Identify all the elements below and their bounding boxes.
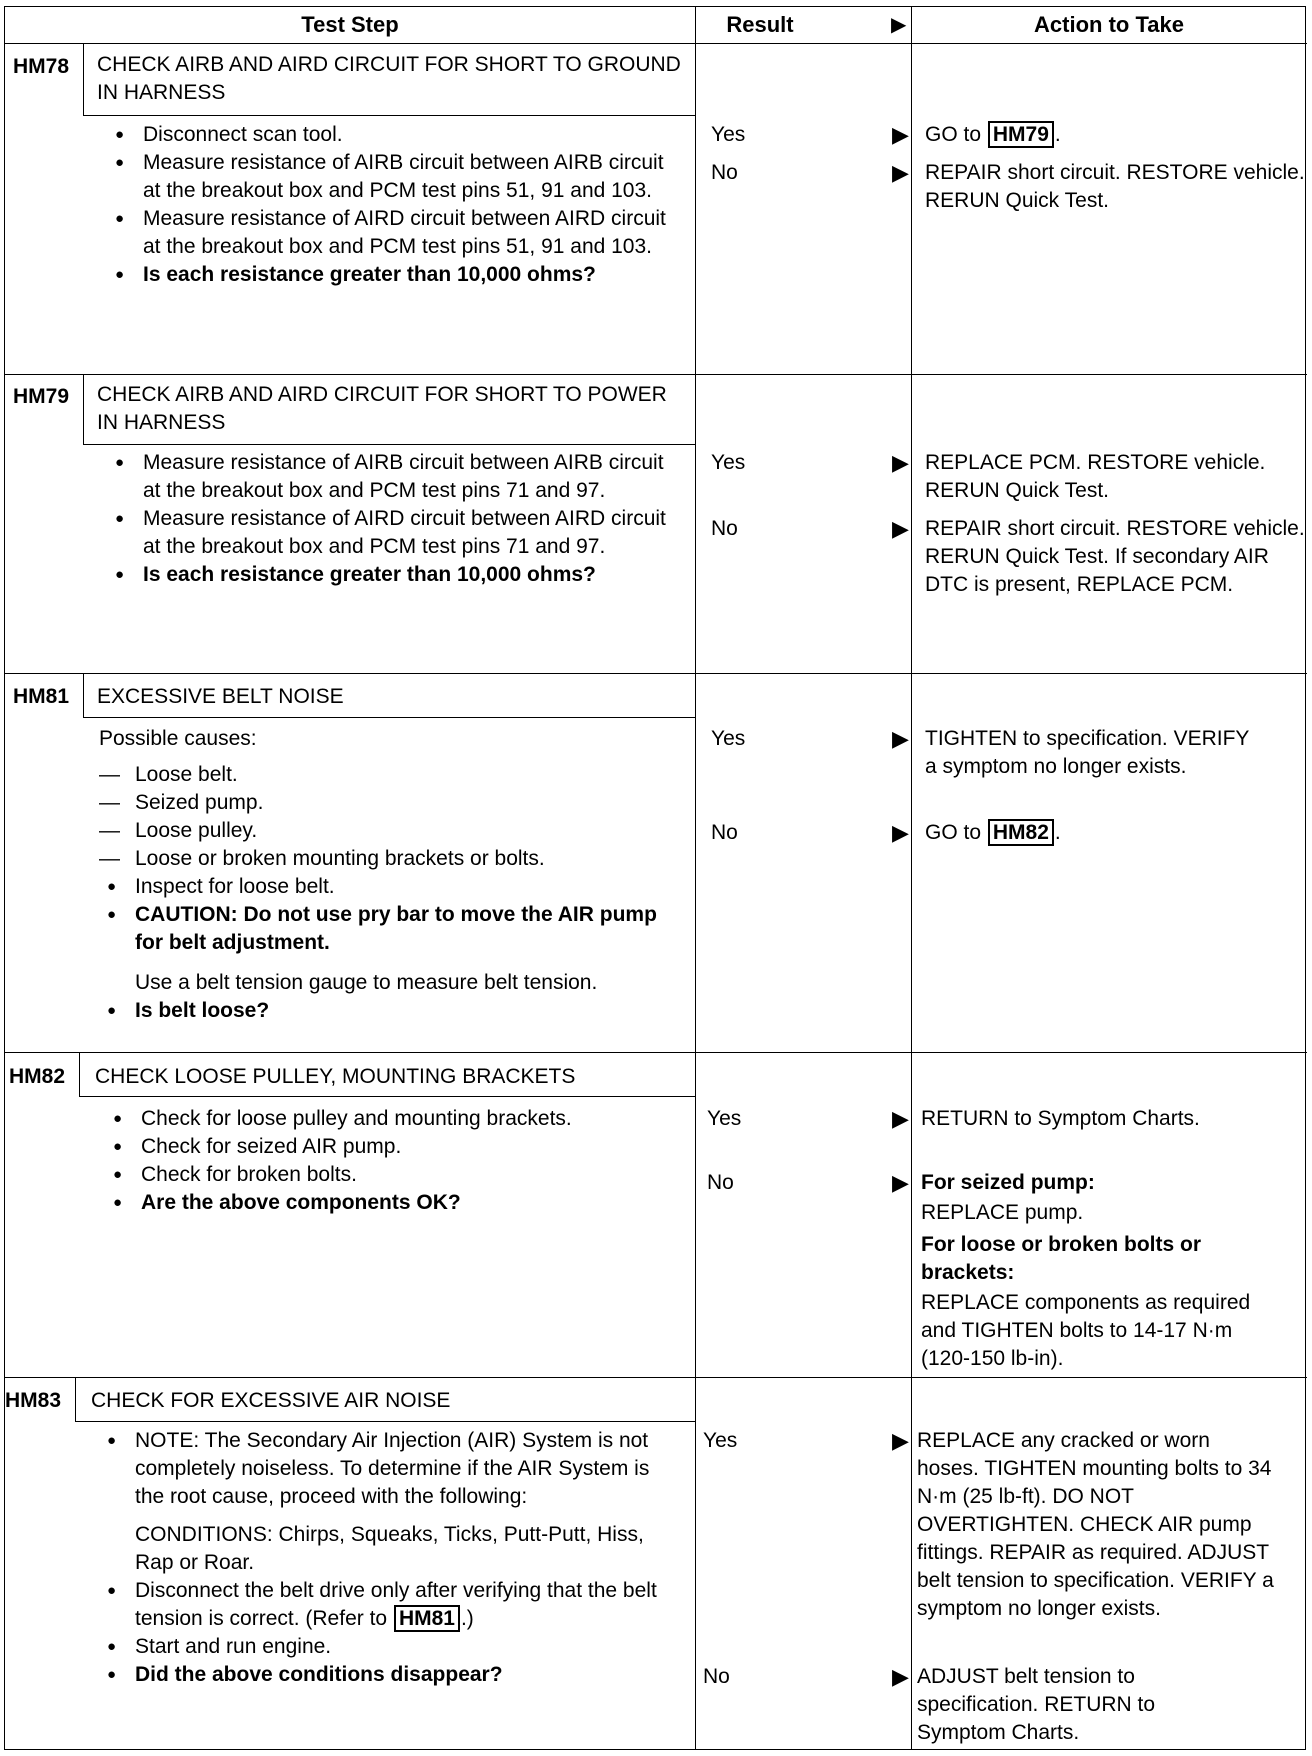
step-question: ● Are the above components OK? (105, 1189, 685, 1217)
step-body (99, 725, 679, 1025)
action-heading: For loose or broken bolts or brackets: (921, 1233, 1202, 1284)
step-item: ● Check for broken bolts. (105, 1161, 685, 1189)
cause-item: — Loose pulley. (99, 817, 679, 845)
step-question: ● Is each resistance greater than 10,000 ohms? (107, 261, 667, 289)
step-ref-link[interactable]: HM79 (988, 121, 1054, 148)
action-prefix: GO to (925, 821, 987, 844)
row-divider (5, 1052, 1307, 1053)
action-text: REPLACE any cracked or worn hoses. TIGHTEN mounting bolts to 34 N·m (25 lb-ft). DO NOT OVERTIGHTEN. CHECK AIR pump fittings. REPAIR as required. ADJUST belt tension to specification. VERIFY a symptom no longer exists. (917, 1429, 1274, 1620)
step-item: ● Inspect for loose belt. (99, 873, 679, 901)
step-item: ● Check for seized AIR pump. (105, 1133, 685, 1161)
result-yes: Yes (711, 727, 746, 750)
action-text (925, 819, 1305, 847)
step-item: ● Measure resistance of AIRB circuit between AIRB circuit at the breakout box and PCM test pins 51, 91 and 103. (107, 149, 667, 205)
header-result: Result (726, 12, 794, 37)
cause-item: — Seized pump. (99, 789, 679, 817)
step-body (99, 1427, 659, 1689)
step-title: CHECK LOOSE PULLEY, MOUNTING BRACKETS (95, 1065, 576, 1088)
column-divider (695, 7, 696, 1749)
header-arrow-icon: ▶ (891, 14, 907, 36)
step-item (99, 1577, 659, 1633)
step-conditions: CONDITIONS: Chirps, Squeaks, Ticks, Putt-Putt, Hiss, Rap or Roar. (135, 1523, 644, 1574)
step-item: ● Disconnect scan tool. (107, 121, 667, 149)
column-divider (911, 7, 912, 1749)
action-detail: REPLACE pump. (921, 1201, 1084, 1224)
step-ref-link[interactable]: HM81 (394, 1605, 460, 1632)
result-yes: Yes (703, 1429, 738, 1452)
result-yes: Yes (711, 123, 746, 146)
result-no: No (707, 1171, 734, 1194)
title-rule (75, 1421, 695, 1422)
step-question: ● Is belt loose? (99, 997, 679, 1025)
arrow-icon: ▶ (892, 450, 909, 475)
result-yes: Yes (707, 1107, 742, 1130)
action-text: REPAIR short circuit. RESTORE vehicle. RERUN Quick Test. (925, 161, 1305, 212)
title-rule (83, 717, 695, 718)
id-divider (83, 374, 84, 444)
step-item: ● Measure resistance of AIRD circuit between AIRD circuit at the breakout box and PCM test pins 51, 91 and 103. (107, 205, 667, 261)
step-title: CHECK FOR EXCESSIVE AIR NOISE (91, 1389, 451, 1412)
arrow-icon: ▶ (892, 160, 909, 185)
step-ref-link[interactable]: HM82 (988, 819, 1054, 846)
id-divider (83, 673, 84, 717)
step-note: Use a belt tension gauge to measure belt tension. (135, 971, 598, 994)
action-text: REPAIR short circuit. RESTORE vehicle. RERUN Quick Test. If secondary AIR DTC is present, REPLACE PCM. (925, 517, 1305, 596)
step-question: ● Is each resistance greater than 10,000 ohms? (107, 561, 667, 589)
action-text (921, 1169, 1271, 1373)
action-text: RETURN to Symptom Charts. (921, 1107, 1200, 1130)
title-rule (79, 1096, 695, 1097)
row-divider (5, 1377, 1307, 1378)
action-text: ADJUST belt tension to specification. RETURN to Symptom Charts. (917, 1665, 1156, 1744)
step-id: HM79 (13, 385, 70, 408)
step-item: ● Check for loose pulley and mounting brackets. (105, 1105, 685, 1133)
step-id: HM83 (5, 1389, 62, 1412)
diagnostic-table (4, 6, 1306, 1750)
arrow-icon: ▶ (892, 1170, 909, 1195)
header-test-step: Test Step (301, 12, 399, 37)
result-no: No (711, 161, 738, 184)
arrow-icon: ▶ (892, 1664, 909, 1689)
arrow-icon: ▶ (892, 820, 909, 845)
step-item: ● Measure resistance of AIRB circuit between AIRB circuit at the breakout box and PCM test pins 71 and 97. (107, 449, 667, 505)
step-body (105, 1105, 685, 1217)
step-title: EXCESSIVE BELT NOISE (97, 685, 344, 708)
row-divider (5, 673, 1307, 674)
arrow-icon: ▶ (892, 1106, 909, 1131)
action-text: TIGHTEN to specification. VERIFY a symptom no longer exists. (925, 727, 1250, 778)
cause-item: — Loose or broken mounting brackets or bolts. (99, 845, 679, 873)
item-text: Disconnect the belt drive only after verifying that the belt tension is correct. (Refer to (135, 1579, 657, 1630)
action-text (925, 121, 1305, 149)
step-id: HM81 (13, 685, 70, 708)
step-title: CHECK AIRB AND AIRD CIRCUIT FOR SHORT TO GROUND IN HARNESS (97, 53, 681, 104)
arrow-icon: ▶ (892, 516, 909, 541)
arrow-icon: ▶ (892, 726, 909, 751)
row-divider (5, 374, 1307, 375)
result-no: No (703, 1665, 730, 1688)
step-id: HM82 (9, 1065, 66, 1088)
action-text: REPLACE PCM. RESTORE vehicle. RERUN Quick Test. (925, 451, 1266, 502)
cause-item: — Loose belt. (99, 761, 679, 789)
header-rule (5, 43, 1307, 44)
causes-intro: Possible causes: (99, 727, 257, 750)
step-item: ● Measure resistance of AIRD circuit between AIRD circuit at the breakout box and PCM test pins 71 and 97. (107, 505, 667, 561)
item-text: .) (460, 1607, 474, 1630)
result-no: No (711, 821, 738, 844)
step-id: HM78 (13, 55, 70, 78)
action-prefix: GO to (925, 123, 987, 146)
result-yes: Yes (711, 451, 746, 474)
id-divider (75, 1377, 76, 1421)
title-rule (83, 115, 695, 116)
step-title: CHECK AIRB AND AIRD CIRCUIT FOR SHORT TO POWER IN HARNESS (97, 383, 667, 434)
id-divider (79, 1052, 80, 1096)
step-question: ● Did the above conditions disappear? (99, 1661, 659, 1689)
id-divider (83, 43, 84, 115)
action-heading: For seized pump: (921, 1171, 1095, 1194)
step-body (107, 449, 667, 589)
header-action: Action to Take (1034, 12, 1184, 37)
action-suffix: . (1054, 821, 1061, 844)
result-no: No (711, 517, 738, 540)
step-note: ● NOTE: The Secondary Air Injection (AIR) System is not completely noiseless. To determine if the AIR System is the root cause, proceed with the following: (99, 1427, 659, 1511)
action-suffix: . (1054, 123, 1061, 146)
step-caution: ● CAUTION: Do not use pry bar to move the AIR pump for belt adjustment. (99, 901, 679, 957)
action-detail: REPLACE components as required and TIGHTEN bolts to 14-17 N·m (120-150 lb-in). (921, 1291, 1251, 1370)
step-body (107, 121, 667, 289)
step-item: ● Start and run engine. (99, 1633, 659, 1661)
arrow-icon: ▶ (892, 122, 909, 147)
arrow-icon: ▶ (892, 1428, 909, 1453)
title-rule (83, 444, 695, 445)
